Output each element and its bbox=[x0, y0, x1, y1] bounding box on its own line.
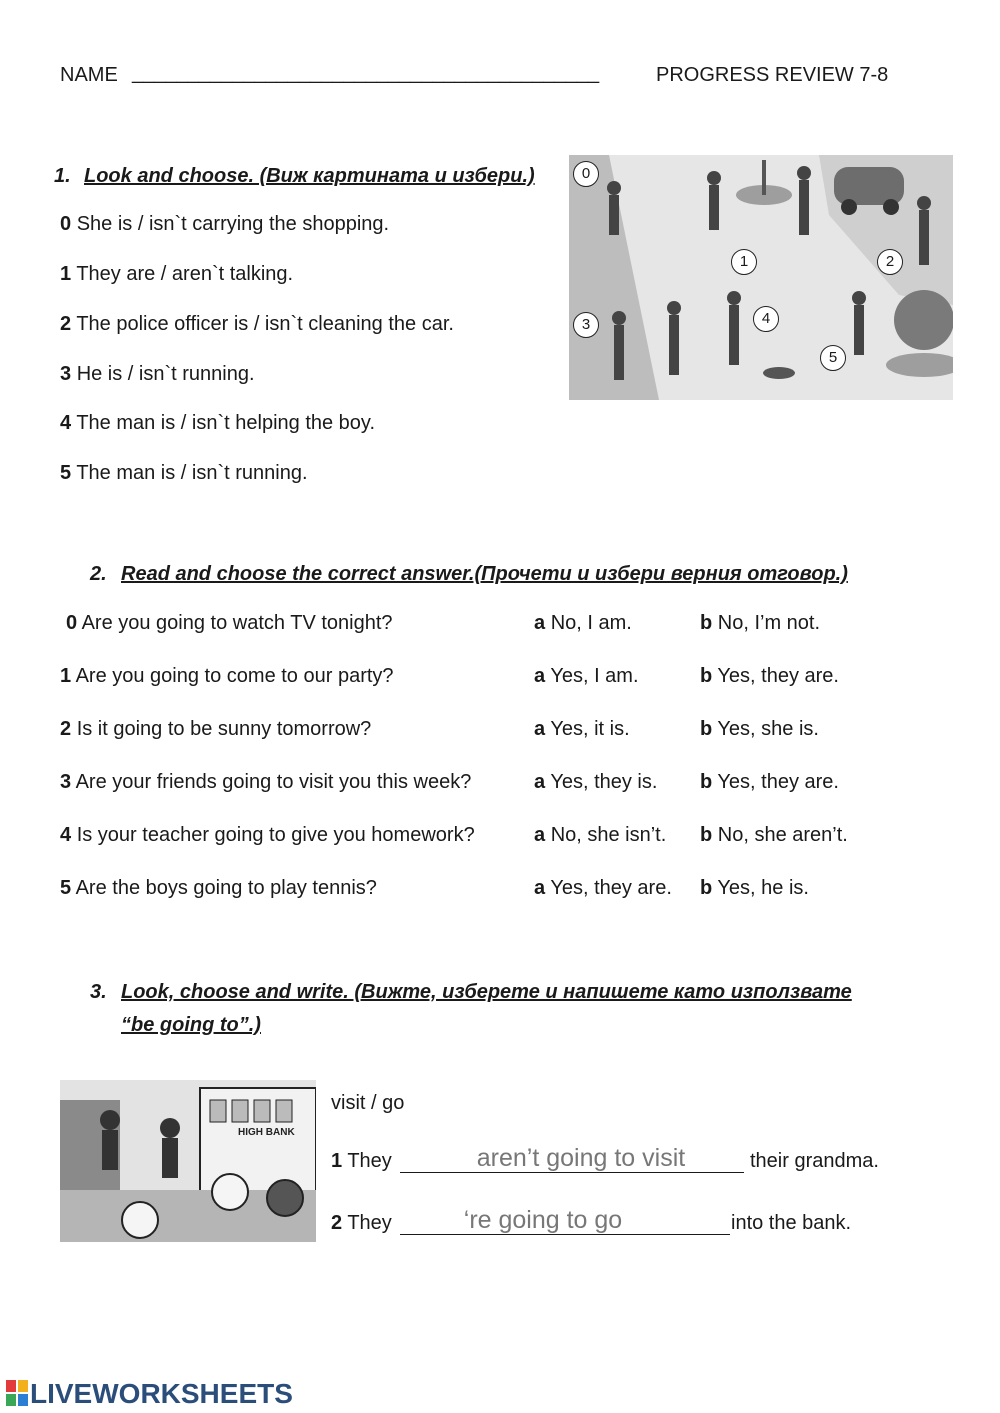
s1-item-0 bbox=[60, 213, 389, 236]
s2-option-b[interactable]: b Yes, she is. bbox=[700, 718, 819, 740]
s2-num: 0 bbox=[66, 612, 78, 634]
brand-text: LIVEWORKSHEETS bbox=[30, 1378, 293, 1409]
verb-options: visit / go bbox=[331, 1092, 405, 1114]
s2-option-a[interactable]: a Yes, it is. bbox=[534, 718, 630, 740]
bank-sign: HIGH BANK bbox=[238, 1127, 295, 1138]
callout-label: 5 bbox=[820, 345, 846, 371]
section3-number: 3. bbox=[90, 981, 107, 1003]
s2-option-b[interactable]: b Yes, they are. bbox=[700, 771, 839, 793]
s2-option-a[interactable]: a Yes, they is. bbox=[534, 771, 658, 793]
s3-item-1-prefix: 1 They bbox=[331, 1150, 392, 1172]
callout-label: 4 bbox=[753, 306, 779, 332]
s2-num: 1 bbox=[60, 665, 72, 687]
street-scene-image bbox=[569, 155, 953, 400]
s1-item-1 bbox=[60, 263, 293, 286]
page-title: PROGRESS REVIEW 7-8 bbox=[656, 64, 889, 86]
s2-question: Is it going to be sunny tomorrow? bbox=[76, 718, 372, 740]
bank-robbers-image bbox=[60, 1080, 316, 1242]
s1-item-num: 5 bbox=[60, 462, 72, 484]
s1-item-num: 2 bbox=[60, 313, 72, 335]
s1-item-text[interactable]: The police officer is / isn`t cleaning the car. bbox=[76, 313, 454, 335]
s1-item-text[interactable]: The man is / isn`t running. bbox=[76, 462, 308, 484]
s1-item-num: 0 bbox=[60, 213, 72, 235]
callout-label: 1 bbox=[731, 249, 757, 275]
s2-option-b[interactable]: b No, I’m not. bbox=[700, 612, 821, 634]
s2-option-a[interactable]: a No, I am. bbox=[534, 612, 632, 634]
name-label: NAME bbox=[60, 64, 118, 86]
s2-option-a[interactable]: a Yes, they are. bbox=[534, 877, 672, 899]
s3-answer-1-input[interactable] bbox=[466, 1143, 696, 1173]
s1-item-text[interactable]: They are / aren`t talking. bbox=[76, 263, 294, 285]
section1-number: 1. bbox=[54, 165, 71, 187]
callout-label: 0 bbox=[573, 161, 599, 187]
callout-label: 3 bbox=[573, 312, 599, 338]
s3-item-2-suffix: into the bank. bbox=[731, 1212, 852, 1234]
s1-item-text[interactable]: She is / isn`t carrying the shopping. bbox=[76, 213, 390, 235]
section1-heading: Look and choose. (Виж картината и избери.) bbox=[84, 165, 535, 187]
s1-item-num: 4 bbox=[60, 412, 72, 434]
s3-item-2-prefix: 2 They bbox=[331, 1212, 392, 1234]
s1-item-text[interactable]: He is / isn`t running. bbox=[76, 363, 255, 385]
s2-num: 2 bbox=[60, 718, 72, 740]
s3-item-1-suffix: their grandma. bbox=[750, 1150, 879, 1172]
s2-option-b[interactable]: b No, she aren’t. bbox=[700, 824, 848, 846]
section3-heading-line2: “be going to”.) bbox=[121, 1014, 261, 1036]
s2-question: Are you going to come to our party? bbox=[75, 665, 394, 687]
s2-option-a[interactable]: a Yes, I am. bbox=[534, 665, 639, 687]
s2-question: Is your teacher going to give you homework? bbox=[76, 824, 475, 846]
s2-num: 4 bbox=[60, 824, 72, 846]
s2-num: 3 bbox=[60, 771, 72, 793]
name-line[interactable]: __________________________________________ bbox=[132, 62, 600, 84]
section2-heading: Read and choose the correct answer.(Прочети и избери верния отговор.) bbox=[121, 563, 848, 585]
s1-item-2 bbox=[60, 313, 454, 336]
section2-number: 2. bbox=[90, 563, 107, 585]
callout-label: 2 bbox=[877, 249, 903, 275]
s2-num: 5 bbox=[60, 877, 72, 899]
s2-question: Are you going to watch TV tonight? bbox=[81, 612, 393, 634]
s2-option-b[interactable]: b Yes, they are. bbox=[700, 665, 839, 687]
s2-option-a[interactable]: a No, she isn’t. bbox=[534, 824, 667, 846]
s2-question: Are your friends going to visit you this week? bbox=[75, 771, 472, 793]
s1-item-num: 1 bbox=[60, 263, 72, 285]
s2-question: Are the boys going to play tennis? bbox=[75, 877, 377, 899]
s1-item-3 bbox=[60, 363, 255, 386]
liveworksheets-logo[interactable] bbox=[6, 1378, 293, 1410]
s1-item-4 bbox=[60, 412, 375, 435]
s1-item-5 bbox=[60, 462, 308, 485]
s3-answer-2-input[interactable] bbox=[455, 1205, 631, 1235]
liveworksheets-logo-icon bbox=[6, 1380, 28, 1406]
section3-heading-line1: Look, choose and write. (Вижте, изберете и напишете като използвате bbox=[121, 981, 852, 1003]
s1-item-num: 3 bbox=[60, 363, 72, 385]
s2-option-b[interactable]: b Yes, he is. bbox=[700, 877, 809, 899]
s1-item-text[interactable]: The man is / isn`t helping the boy. bbox=[76, 412, 375, 434]
